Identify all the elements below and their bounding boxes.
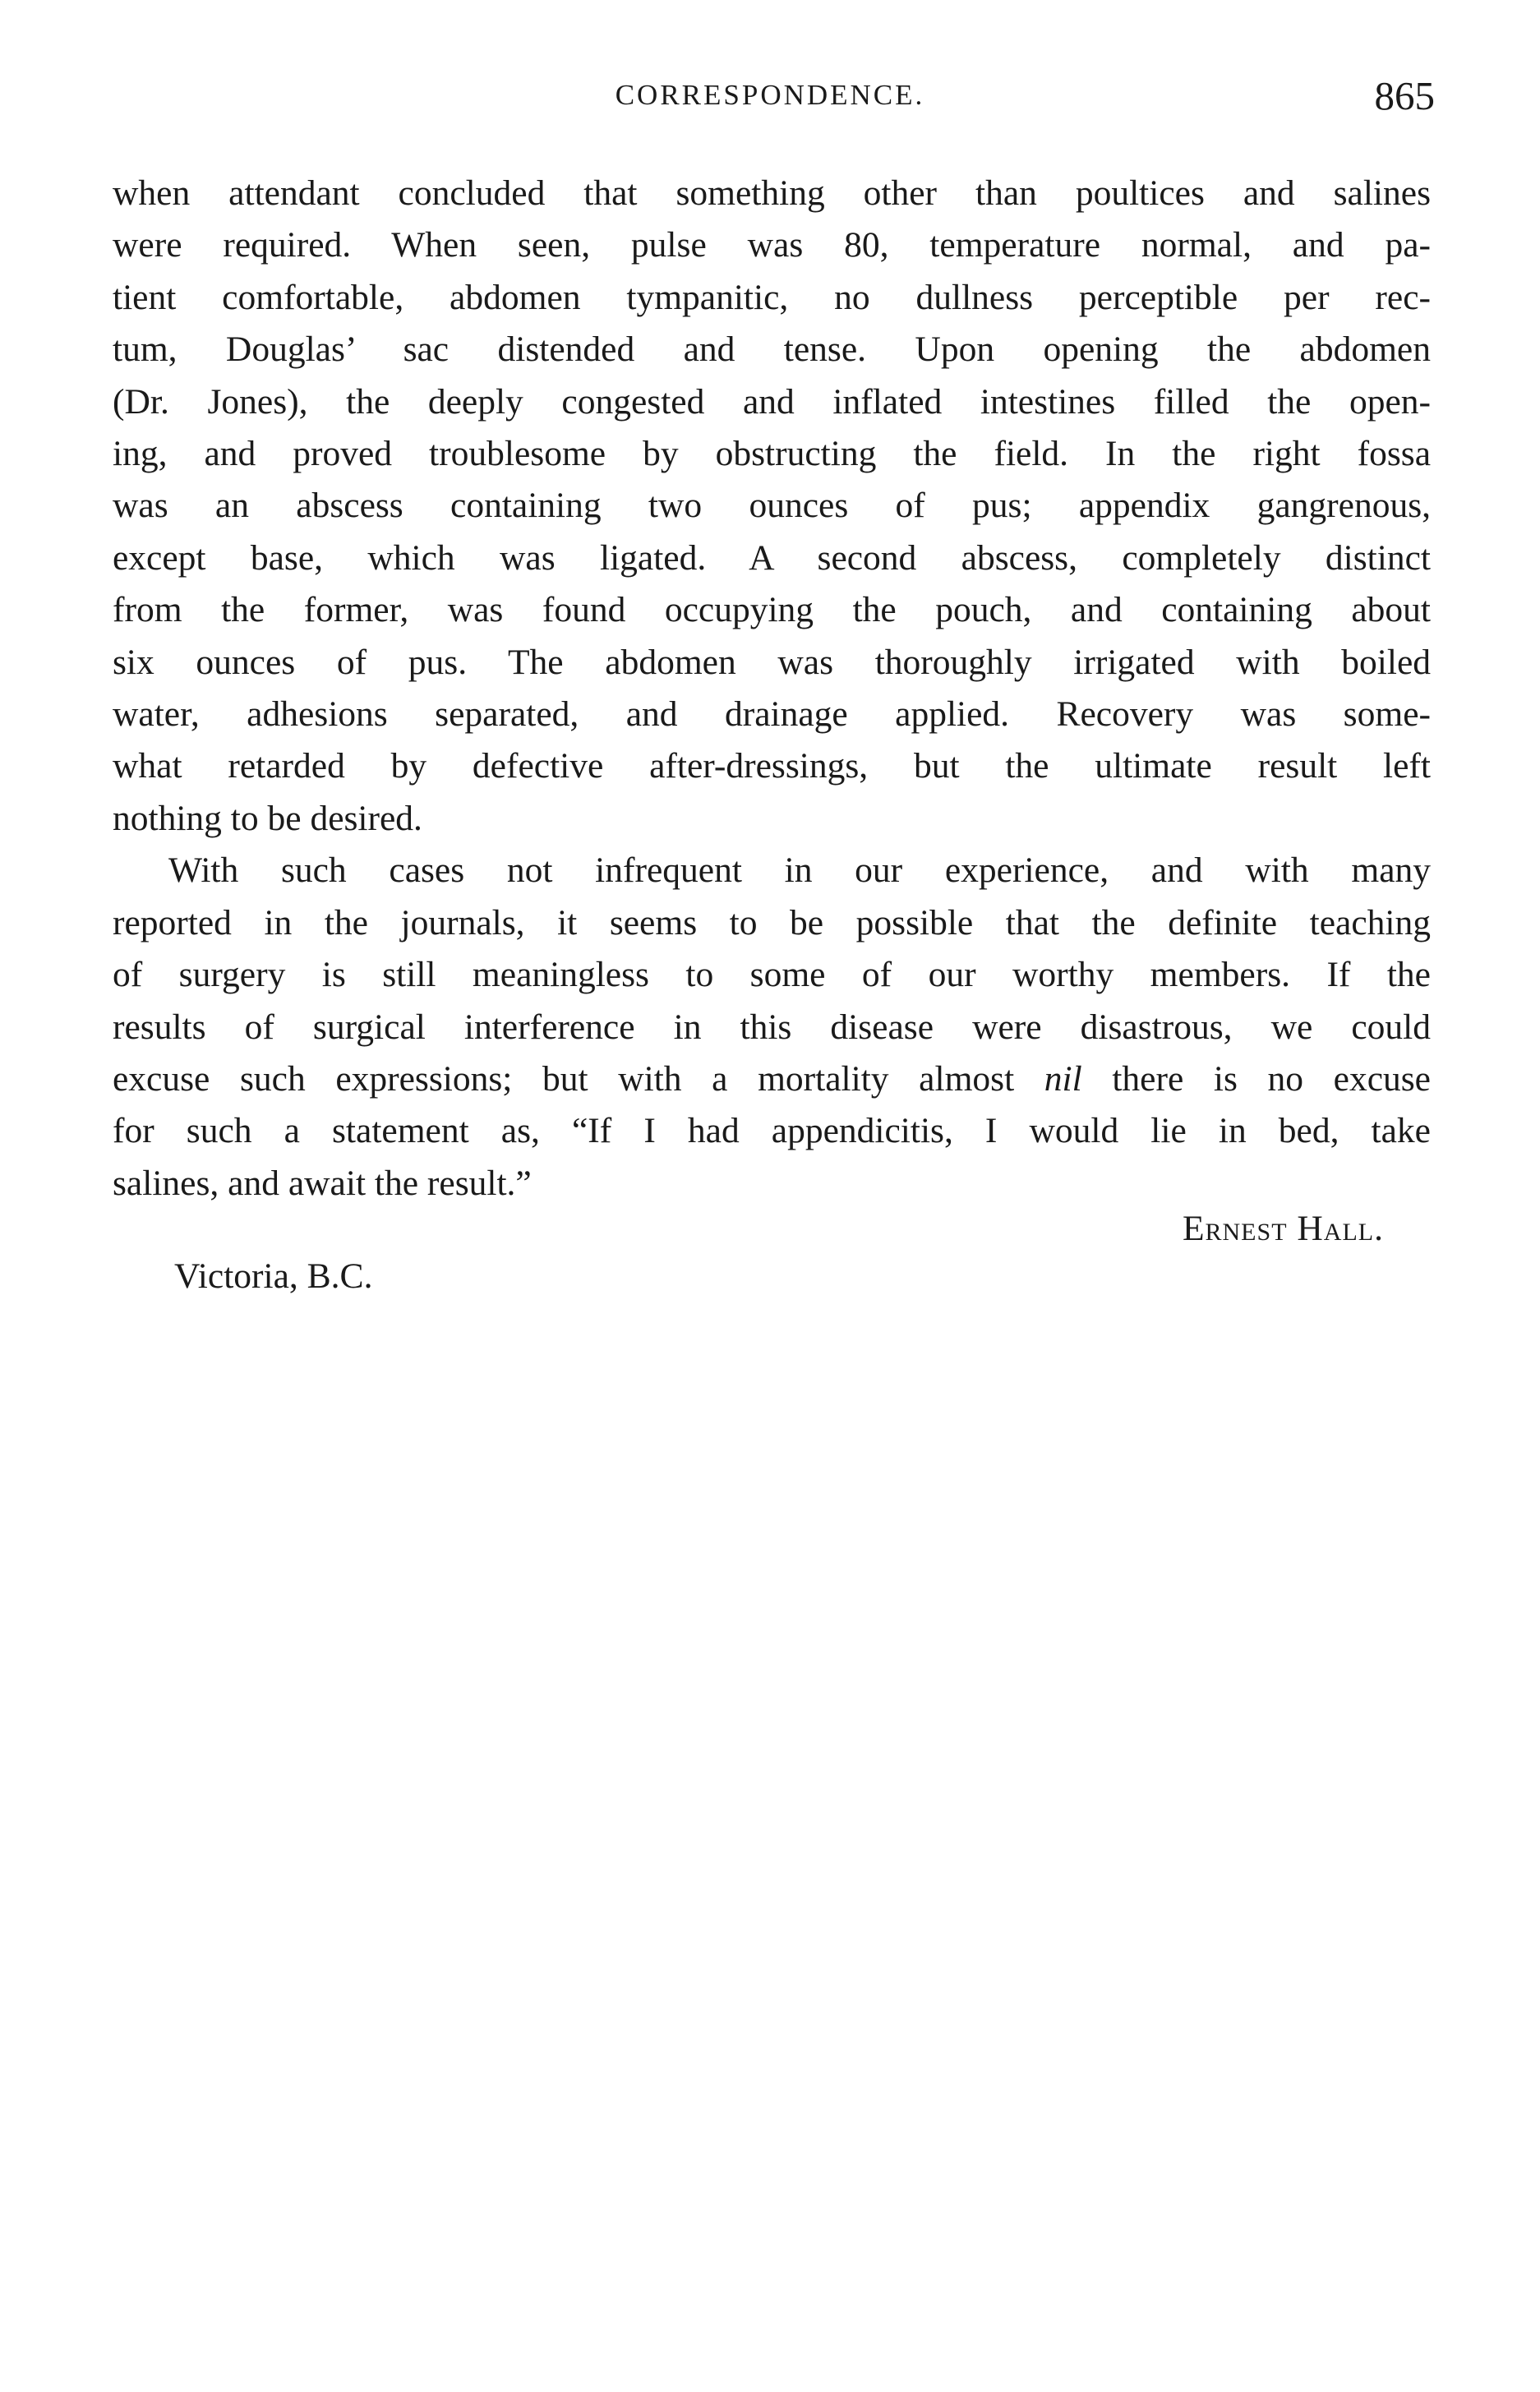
body-text xyxy=(113,168,1431,1210)
text-line: salines, and await the result.” xyxy=(113,1163,532,1203)
text-line: water, adhesions separated, and drainage applied. Recovery was some- xyxy=(113,694,1431,735)
text-line: With such cases not infrequent in our experience, and with many xyxy=(168,850,1431,891)
text-line: of surgery is still meaningless to some of our worthy members. If the xyxy=(113,955,1431,995)
text-line: were required. When seen, pulse was 80, temperature normal, and pa- xyxy=(113,225,1431,265)
paragraph-case-report xyxy=(113,168,1431,845)
running-title: CORRESPONDENCE. xyxy=(615,79,925,111)
italic-word: nil xyxy=(1044,1058,1082,1099)
text-line-mixed xyxy=(113,1053,1431,1105)
text-line: when attendant concluded that something other than poultices and salines xyxy=(113,173,1431,213)
running-head xyxy=(0,72,1540,122)
text-line: results of surgical interference in this disease were disastrous, we could xyxy=(113,1007,1431,1047)
text-line: reported in the journals, it seems to be possible that the definite teaching xyxy=(113,902,1431,943)
text-line: nothing to be desired. xyxy=(113,798,422,838)
page-number: 865 xyxy=(1374,73,1435,118)
text-line: was an abscess containing two ounces of pus; appendix gangrenous, xyxy=(113,486,1431,526)
text-line: tum, Douglas’ sac distended and tense. Upon opening the abdomen xyxy=(113,330,1431,370)
text-line: (Dr. Jones), the deeply congested and inflated intestines filled the open- xyxy=(113,381,1431,422)
text-line: tient comfortable, abdomen tympanitic, no dullness perceptible per rec- xyxy=(113,277,1431,317)
text-segment: there is no excuse xyxy=(1081,1058,1431,1099)
dateline-place: Victoria, B.C. xyxy=(174,1256,373,1296)
text-line: from the former, was found occupying the pouch, and containing about xyxy=(113,590,1431,630)
text-line: six ounces of pus. The abdomen was thoroughly irrigated with boiled xyxy=(113,642,1431,682)
author-signature: Ernest Hall. xyxy=(1182,1209,1384,1248)
text-line: ing, and proved troublesome by obstructing the field. In the right fossa xyxy=(113,434,1431,474)
text-segment: excuse such expressions; but with a mortality almost xyxy=(113,1058,1015,1099)
text-line: for such a statement as, “If I had appendicitis, I would lie in bed, take xyxy=(113,1111,1431,1151)
text-line: except base, which was ligated. A second abscess, completely distinct xyxy=(113,537,1431,578)
paragraph-commentary xyxy=(113,845,1431,1210)
text-line: what retarded by defective after-dressings, but the ultimate result left xyxy=(113,746,1431,786)
